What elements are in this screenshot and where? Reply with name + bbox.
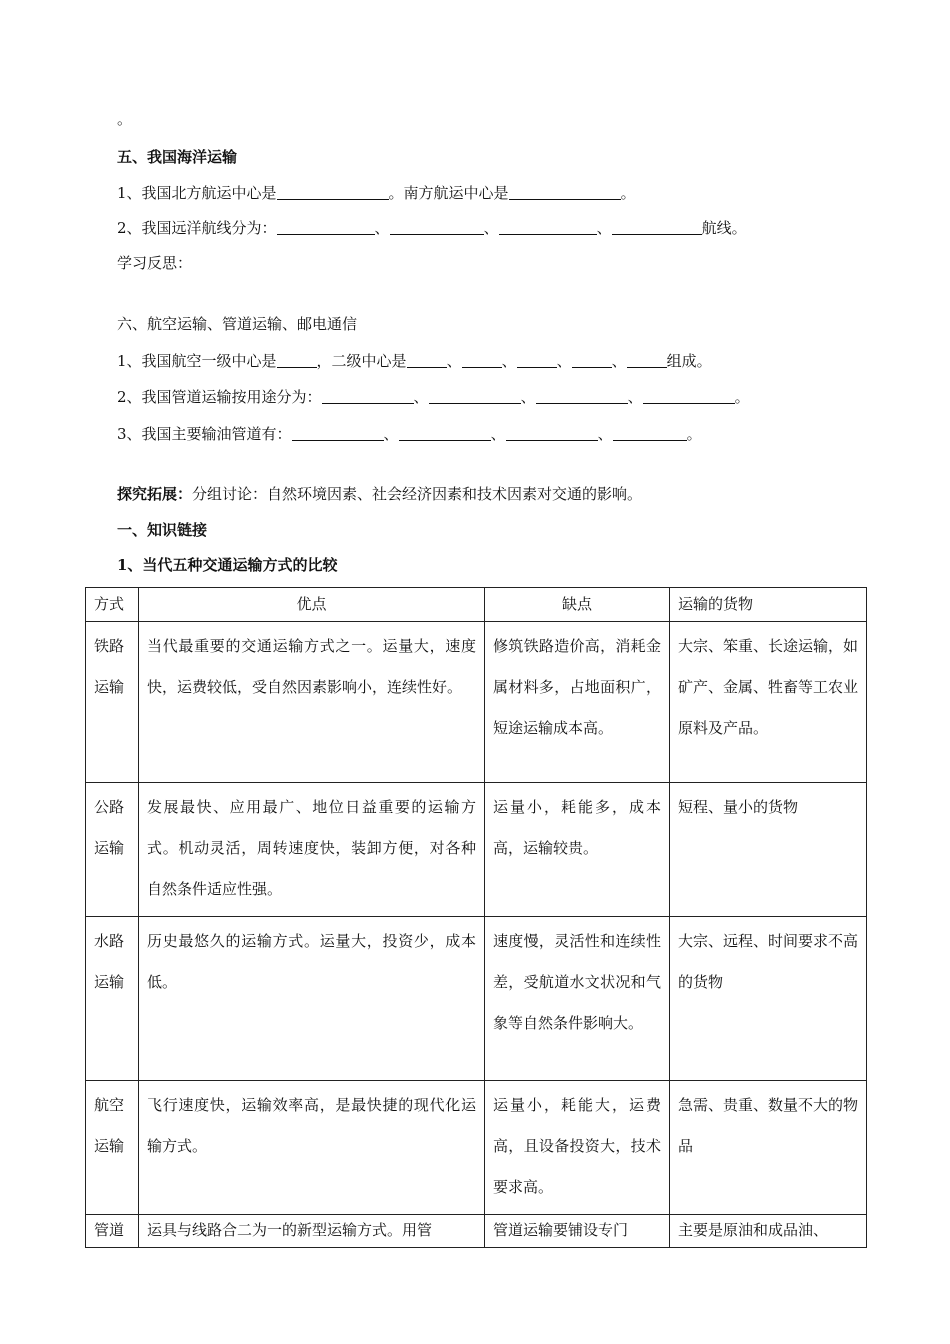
cell-mode: 公路 运输 xyxy=(86,783,139,917)
cell-pros: 运具与线路合二为一的新型运输方式。用管 xyxy=(139,1215,485,1248)
blank-field[interactable] xyxy=(407,352,447,368)
table-header-row xyxy=(86,588,867,622)
table-row xyxy=(86,917,867,1081)
blank-field[interactable] xyxy=(517,352,557,368)
blank-field[interactable] xyxy=(613,425,687,441)
section5-heading: 五、我国海洋运输 xyxy=(117,148,238,166)
cell-goods: 急需、贵重、数量不大的物品 xyxy=(670,1081,867,1215)
table-row xyxy=(86,783,867,917)
table-row xyxy=(86,1215,867,1248)
table-row xyxy=(86,1081,867,1215)
section6-q2: 2、我国管道运输按用途分为： 、 、 、 。 xyxy=(117,388,750,406)
explore-label: 探究拓展： xyxy=(117,485,193,503)
blank-field[interactable] xyxy=(462,352,502,368)
section6-heading: 六、航空运输、管道运输、邮电通信 xyxy=(117,315,358,333)
table-row xyxy=(86,622,867,783)
top-fragment: 。 xyxy=(117,110,133,128)
cell-mode: 铁路 运输 xyxy=(86,622,139,783)
cell-pros: 当代最重要的交通运输方式之一。运量大，速度快，运费较低，受自然因素影响小，连续性好。 xyxy=(139,622,485,783)
blank-field[interactable] xyxy=(499,219,597,235)
section5-q1: 1、我国北方航运中心是 。南方航运中心是 。 xyxy=(117,184,636,202)
explore-text: 分组讨论：自然环境因素、社会经济因素和技术因素对交通的影响。 xyxy=(192,485,643,503)
blank-field[interactable] xyxy=(612,219,702,235)
cell-goods: 大宗、远程、时间要求不高的货物 xyxy=(670,917,867,1081)
blank-field[interactable] xyxy=(322,388,414,404)
section1-heading: 一、知识链接 xyxy=(117,521,208,539)
blank-field[interactable] xyxy=(277,184,389,200)
blank-field[interactable] xyxy=(627,352,667,368)
section6-q3: 3、我国主要输油管道有： 、 、 、 。 xyxy=(117,425,702,443)
section6-q1: 1、我国航空一级中心是 ，二级中心是 、 、 、 、 组成。 xyxy=(117,352,712,370)
blank-field[interactable] xyxy=(572,352,612,368)
header-pros: 优点 xyxy=(139,588,485,622)
header-cons: 缺点 xyxy=(485,588,670,622)
cell-pros: 飞行速度快，运输效率高，是最快捷的现代化运输方式。 xyxy=(139,1081,485,1215)
cell-cons: 运量小，耗能多，成本高，运输较贵。 xyxy=(485,783,670,917)
blank-field[interactable] xyxy=(277,352,317,368)
header-mode: 方式 xyxy=(86,588,139,622)
cell-goods: 大宗、笨重、长途运输，如矿产、金属、牲畜等工农业原料及产品。 xyxy=(670,622,867,783)
blank-field[interactable] xyxy=(390,219,484,235)
cell-goods: 短程、量小的货物 xyxy=(670,783,867,917)
section1-subheading: 1、当代五种交通运输方式的比较 xyxy=(117,556,338,574)
cell-pros: 历史最悠久的运输方式。运量大，投资少，成本低。 xyxy=(139,917,485,1081)
blank-field[interactable] xyxy=(536,388,628,404)
header-goods: 运输的货物 xyxy=(670,588,867,622)
section5-q2: 2、我国远洋航线分为： 、 、 、 航线。 xyxy=(117,219,747,237)
cell-cons: 管道运输要铺设专门 xyxy=(485,1215,670,1248)
cell-cons: 修筑铁路造价高，消耗金属材料多，占地面积广，短途运输成本高。 xyxy=(485,622,670,783)
blank-field[interactable] xyxy=(429,388,521,404)
explore-paragraph xyxy=(117,483,642,505)
cell-goods: 主要是原油和成品油、 xyxy=(670,1215,867,1248)
blank-field[interactable] xyxy=(506,425,598,441)
cell-cons: 速度慢，灵活性和连续性差，受航道水文状况和气象等自然条件影响大。 xyxy=(485,917,670,1081)
cell-mode: 水路 运输 xyxy=(86,917,139,1081)
reflection-label: 学习反思： xyxy=(117,254,193,272)
blank-field[interactable] xyxy=(399,425,491,441)
cell-cons: 运量小，耗能大，运费高，且设备投资大，技术要求高。 xyxy=(485,1081,670,1215)
blank-field[interactable] xyxy=(643,388,735,404)
blank-field[interactable] xyxy=(292,425,384,441)
cell-mode: 航空 运输 xyxy=(86,1081,139,1215)
transport-comparison-table xyxy=(85,587,867,1248)
blank-field[interactable] xyxy=(509,184,621,200)
blank-field[interactable] xyxy=(277,219,375,235)
cell-mode: 管道 xyxy=(86,1215,139,1248)
cell-pros: 发展最快、应用最广、地位日益重要的运输方式。机动灵活，周转速度快，装卸方便，对各种自然条件适应性强。 xyxy=(139,783,485,917)
